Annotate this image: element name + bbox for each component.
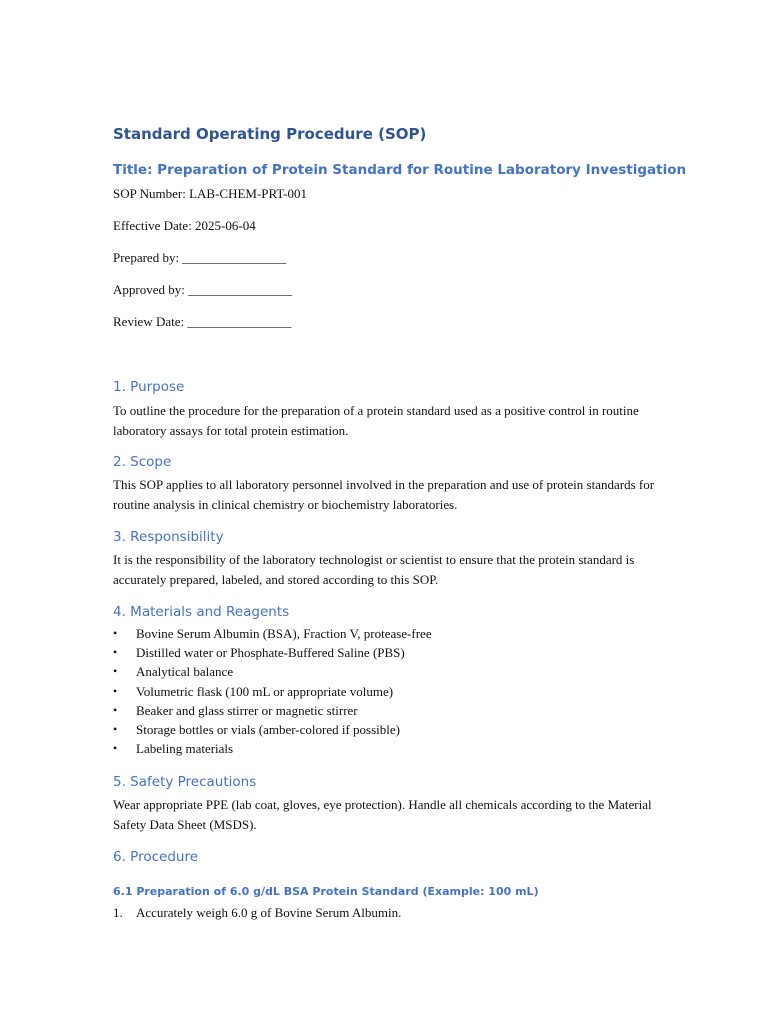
safety-heading: 5. Safety Precautions bbox=[113, 774, 257, 790]
scope-text: This SOP applies to all laboratory personnel involved in the preparation and use of protein standards for routine analysis in clinical chemistry or biochemistry laboratories. bbox=[113, 477, 655, 512]
bullet-icon: • bbox=[113, 626, 118, 640]
document-title: Standard Operating Procedure (SOP) bbox=[113, 125, 427, 143]
review-date: Review Date: ________________ bbox=[113, 314, 292, 329]
step-text: Accurately weigh 6.0 g of Bovine Serum Albumin. bbox=[136, 905, 402, 920]
bullet-icon: • bbox=[113, 702, 118, 717]
list-item: • Beaker and glass stirrer or magnetic stirrer bbox=[113, 701, 432, 720]
step-number: 1. bbox=[113, 905, 123, 920]
bullet-icon: • bbox=[113, 721, 118, 736]
purpose-text: To outline the procedure for the preparation of a protein standard used as a positive control in routine laboratory assays for total protein estimation. bbox=[113, 403, 639, 438]
document-subtitle: Title: Preparation of Protein Standard for Routine Laboratory Investigation bbox=[113, 162, 687, 178]
list-item: • Distilled water or Phosphate-Buffered Saline (PBS) bbox=[113, 643, 432, 662]
list-item bbox=[113, 903, 401, 923]
list-item: • Storage bottles or vials (amber-colored if possible) bbox=[113, 720, 432, 739]
procedure-heading: 6. Procedure bbox=[113, 849, 199, 865]
responsibility-text: It is the responsibility of the laboratory technologist or scientist to ensure that the protein standard is accurately prepared, labeled, and stored according to this SOP. bbox=[113, 552, 635, 587]
list-item: • Analytical balance bbox=[113, 662, 432, 681]
effective-date: Effective Date: 2025-06-04 bbox=[113, 218, 256, 233]
approved-by: Approved by: ________________ bbox=[113, 282, 293, 297]
procedure-subheading: 6.1 Preparation of 6.0 g/dL BSA Protein Standard (Example: 100 mL) bbox=[113, 885, 539, 898]
materials-list bbox=[113, 624, 432, 758]
list-item: • Labeling materials bbox=[113, 739, 432, 758]
purpose-heading: 1. Purpose bbox=[113, 379, 185, 395]
materials-heading: 4. Materials and Reagents bbox=[113, 604, 290, 620]
bullet-icon: • bbox=[113, 645, 118, 660]
list-item: • Volumetric flask (100 mL or appropriate volume) bbox=[113, 682, 432, 701]
safety-text: Wear appropriate PPE (lab coat, gloves, eye protection). Handle all chemicals according to the Material Safety Data Sheet (MSDS). bbox=[113, 797, 652, 832]
bullet-icon: • bbox=[113, 741, 118, 756]
responsibility-heading: 3. Responsibility bbox=[113, 529, 224, 545]
scope-heading: 2. Scope bbox=[113, 454, 172, 470]
bullet-icon: • bbox=[113, 683, 118, 698]
prepared-by: Prepared by: ________________ bbox=[113, 250, 287, 265]
list-item: • Bovine Serum Albumin (BSA), Fraction V, protease-free bbox=[113, 624, 432, 643]
bullet-icon: • bbox=[113, 664, 118, 679]
procedure-steps bbox=[113, 903, 401, 923]
sop-number: SOP Number: LAB-CHEM-PRT-001 bbox=[113, 186, 307, 201]
